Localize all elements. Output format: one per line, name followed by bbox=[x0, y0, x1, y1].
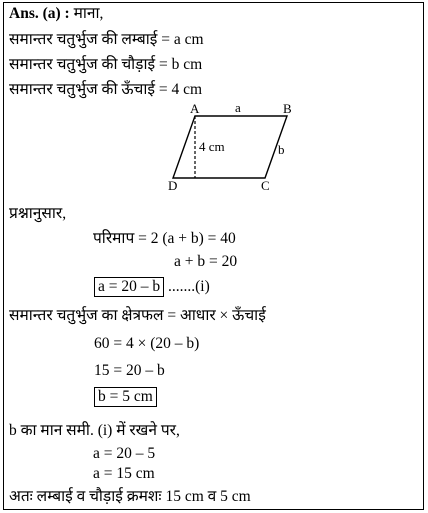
area-equation: 60 = 4 × (20 – b) bbox=[94, 335, 200, 352]
step-equation: 15 = 20 – b bbox=[94, 362, 165, 379]
equation-two-row bbox=[94, 387, 157, 407]
a-step-one: a = 20 – 5 bbox=[93, 445, 156, 462]
perimeter-equation: परिमाप = 2 (a + b) = 40 bbox=[93, 230, 236, 247]
height-label: 4 cm bbox=[199, 139, 225, 154]
side-b-label: b bbox=[278, 142, 285, 157]
conclusion-text: अतः लम्बाई व चौड़ाई क्रमशः 15 cm व 5 cm bbox=[9, 488, 251, 505]
vertex-c-label: C bbox=[261, 178, 270, 192]
boxed-equation-two: b = 5 cm bbox=[94, 387, 157, 407]
parallelogram-figure bbox=[165, 102, 300, 192]
let-word: माना, bbox=[73, 5, 104, 22]
vertex-a-label: A bbox=[190, 102, 200, 116]
answer-heading bbox=[9, 4, 103, 24]
vertex-b-label: B bbox=[283, 102, 292, 116]
boxed-equation-one: a = 20 – b bbox=[94, 277, 164, 297]
assumption-height: समान्तर चतुर्भुज की ऊँचाई = 4 cm bbox=[9, 81, 203, 98]
equation-one-row bbox=[94, 277, 210, 297]
assumption-width: समान्तर चतुर्भुज की चौड़ाई = b cm bbox=[9, 56, 203, 73]
sum-equation: a + b = 20 bbox=[174, 253, 238, 270]
substitute-text: b का मान समी. (i) में रखने पर, bbox=[9, 422, 180, 439]
vertex-d-label: D bbox=[168, 178, 178, 192]
parallelogram-shape bbox=[173, 116, 287, 178]
equation-one-tag: .......(i) bbox=[168, 278, 210, 295]
assumption-length: समान्तर चतुर्भुज की लम्बाई = a cm bbox=[9, 31, 204, 48]
answer-label: Ans. (a) : bbox=[9, 5, 70, 22]
area-statement: समान्तर चतुर्भुज का क्षेत्रफल = आधार × ऊँचाई bbox=[9, 307, 266, 324]
per-question-text: प्रश्नानुसार, bbox=[9, 205, 67, 222]
a-step-two: a = 15 cm bbox=[93, 465, 155, 482]
side-a-label: a bbox=[235, 102, 241, 115]
